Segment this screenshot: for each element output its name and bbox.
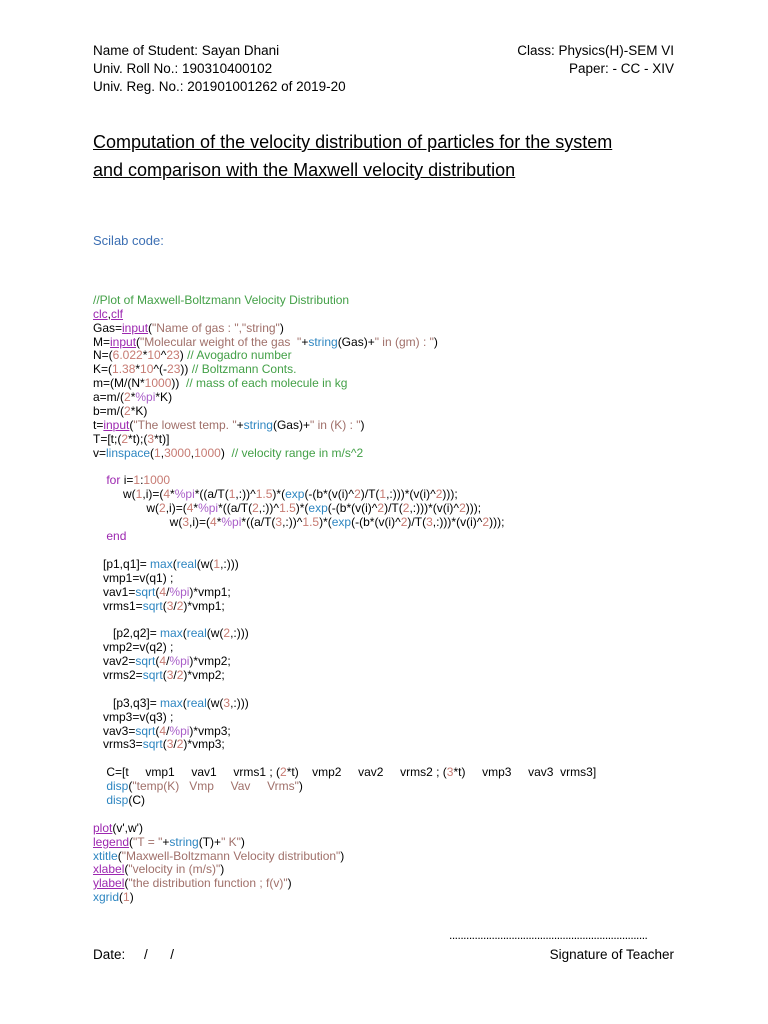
code-line: vrms3=sqrt(3/2)*vmp3;: [93, 737, 225, 752]
code-line: ylabel("the distribution function ; f(v)"): [93, 876, 292, 891]
code-line: m=(M/(N*1000)) // mass of each molecule in kg: [93, 376, 348, 391]
code-line: disp("temp(K) Vmp Vav Vrms"): [106, 779, 303, 794]
student-info: [93, 42, 346, 96]
signature-label: Signature of Teacher: [549, 947, 674, 962]
code-comment: // Boltzmann Conts.: [188, 362, 297, 377]
code-line: for i=1:1000: [106, 473, 171, 488]
ylabel-string: "the distribution function ; f(v)": [128, 876, 288, 891]
code-comment: // velocity range in m/s^2: [224, 445, 364, 460]
code-line: w(1,i)=(4*%pi*((a/T(1,:))^1.5)*(exp(-(b*(v(i)^2)/T(1,:)))*(v(i)^2)));: [93, 487, 458, 502]
legend-suffix-string: " K": [221, 834, 241, 849]
code-line: legend("T = "+string(T)+" K"): [93, 834, 245, 849]
class-info: [517, 42, 674, 78]
temp-suffix-string: " in (K) : ": [309, 417, 361, 432]
code-line: K=(1.38*10^(-23)) // Boltzmann Conts.: [93, 362, 297, 377]
code-line: M=input("Molecular weight of the gas "+string(Gas)+" in (gm) : "): [93, 334, 438, 349]
code-line: C=[t vmp1 vav1 vrms1 ; (2*t) vmp2 vav2 vrms2 ; (3*t) vmp3 vav3 vrms3]: [93, 765, 597, 780]
code-line: [p1,q1]= max(real(w(1,:))): [93, 556, 239, 571]
code-line: xlabel("velocity in (m/s)"): [93, 862, 225, 877]
gas-prompt-string: "Name of gas : ","string": [152, 320, 280, 335]
mw-suffix-string: " in (gm) : ": [374, 334, 434, 349]
code-line: w(3,i)=(4*%pi*((a/T(3,:))^1.5)*(exp(-(b*(v(i)^2)/T(3,:)))*(v(i)^2)));: [93, 515, 505, 530]
code-comment: // mass of each molecule in kg: [179, 376, 348, 391]
code-line: xgrid(1): [93, 890, 134, 905]
paper-label: Paper: - CC - XIV: [568, 61, 674, 76]
title-line-2: and comparison with the Maxwell velocity distribution: [93, 160, 516, 180]
code-line: Gas=input("Name of gas : ","string"): [93, 320, 284, 335]
code-line: xtitle("Maxwell-Boltzmann Velocity distribution"): [93, 848, 345, 863]
temp-prompt-string: "The lowest temp. ": [133, 417, 237, 432]
mw-prompt-string: "Molecular weight of the gas ": [140, 334, 302, 349]
xtitle-string: "Maxwell-Boltzmann Velocity distribution": [121, 848, 341, 863]
code-line: vav1=sqrt(4/%pi)*vmp1;: [93, 584, 231, 599]
code-line: vav2=sqrt(4/%pi)*vmp2;: [93, 654, 231, 669]
code-line: end: [106, 529, 127, 544]
student-name: Name of Student: Sayan Dhani: [93, 43, 280, 58]
registration-number: Univ. Reg. No.: 201901001262 of 2019-20: [93, 79, 346, 94]
code-line: vmp3=v(q3) ;: [93, 709, 174, 724]
code-line: plot(v',w'): [93, 820, 143, 835]
code-line: vmp2=v(q2) ;: [93, 640, 174, 655]
code-line: disp(C): [106, 792, 146, 807]
code-block: [93, 280, 713, 905]
xlabel-string: "velocity in (m/s)": [128, 862, 221, 877]
code-line: vav3=sqrt(4/%pi)*vmp3;: [93, 723, 231, 738]
code-line: b=m/(2*K): [93, 404, 148, 419]
code-line: T=[t;(2*t);(3*t)]: [93, 431, 170, 446]
code-line: a=m/(2*%pi*K): [93, 390, 173, 405]
disp-header-string: "temp(K) Vmp Vav Vrms": [132, 779, 299, 794]
code-line: w(2,i)=(4*%pi*((a/T(2,:))^1.5)*(exp(-(b*(v(i)^2)/T(2,:)))*(v(i)^2)));: [93, 501, 482, 516]
code-line: vrms1=sqrt(3/2)*vmp1;: [93, 598, 225, 613]
page-title: [93, 128, 693, 184]
code-line: [p2,q2]= max(real(w(2,:))): [93, 626, 249, 641]
code-comment: //Plot of Maxwell-Boltzmann Velocity Distribution: [93, 292, 350, 307]
code-line: N=(6.022*10^23) // Avogadro number: [93, 348, 292, 363]
roll-number: Univ. Roll No.: 190310400102: [93, 61, 273, 76]
date-field: Date: / /: [93, 947, 175, 962]
code-line: [p3,q3]= max(real(w(3,:))): [93, 695, 249, 710]
code-line: vrms2=sqrt(3/2)*vmp2;: [93, 667, 225, 682]
code-line: vmp1=v(q1) ;: [93, 570, 174, 585]
legend-string: "T = ": [133, 834, 163, 849]
title-line-1: Computation of the velocity distribution of particles for the system: [93, 132, 613, 152]
code-line: v=linspace(1,3000,1000) // velocity range in m/s^2: [93, 445, 364, 460]
scilab-code-label: Scilab code:: [93, 233, 164, 248]
code-line: t=input("The lowest temp. "+string(Gas)+" in (K) : "): [93, 417, 365, 432]
class-label: Class: Physics(H)-SEM VI: [517, 43, 674, 58]
code-line: clc,clf: [93, 306, 124, 321]
signature-line: ......................................................................: [449, 928, 648, 942]
code-comment: // Avogadro number: [183, 348, 292, 363]
